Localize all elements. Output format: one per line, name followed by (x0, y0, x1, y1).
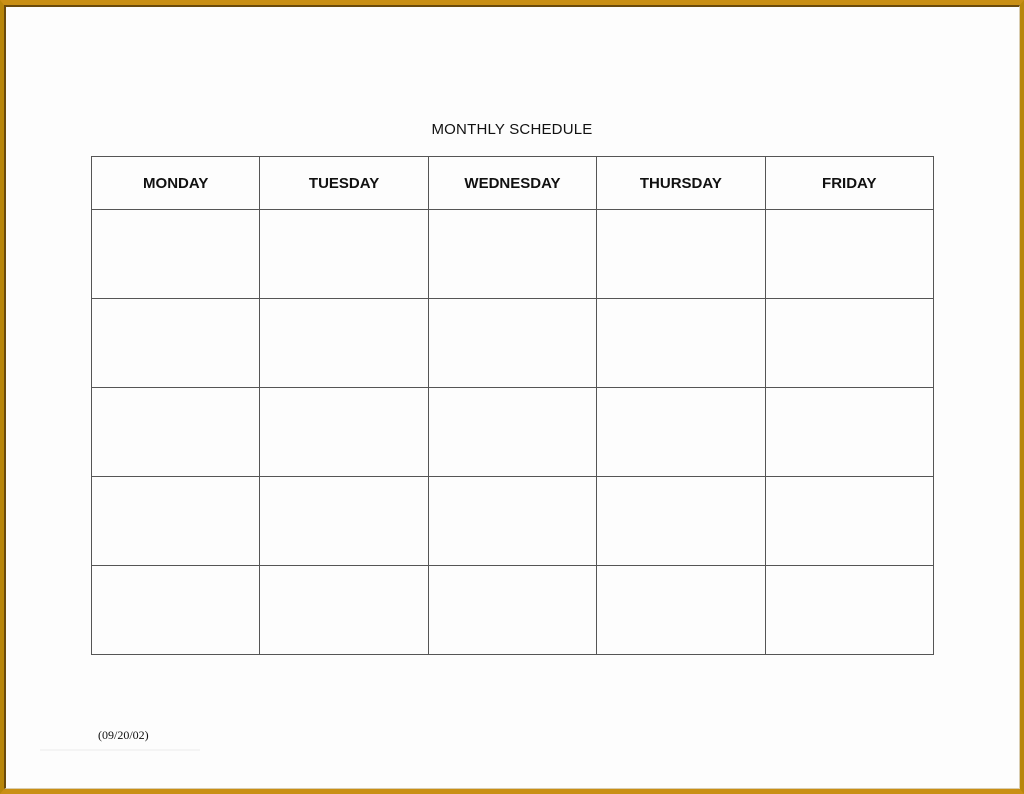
column-header-wednesday: WEDNESDAY (428, 157, 596, 210)
schedule-cell[interactable] (765, 299, 933, 388)
page-title: MONTHLY SCHEDULE (431, 121, 593, 138)
schedule-cell[interactable] (92, 388, 260, 477)
schedule-cell[interactable] (260, 477, 428, 566)
schedule-cell[interactable] (92, 566, 260, 655)
column-header-monday: MONDAY (92, 157, 260, 210)
schedule-cell[interactable] (765, 477, 933, 566)
schedule-cell[interactable] (260, 388, 428, 477)
schedule-cell[interactable] (765, 210, 933, 299)
revision-date: (09/20/02) (98, 728, 149, 742)
watermark (40, 744, 200, 756)
schedule-cell[interactable] (428, 210, 596, 299)
column-header-friday: FRIDAY (765, 157, 933, 210)
schedule-cell[interactable] (597, 477, 765, 566)
schedule-cell[interactable] (428, 299, 596, 388)
week-row-3 (92, 388, 934, 477)
schedule-cell[interactable] (765, 566, 933, 655)
schedule-cell[interactable] (597, 299, 765, 388)
schedule-cell[interactable] (428, 566, 596, 655)
schedule-cell[interactable] (428, 477, 596, 566)
schedule-table (91, 156, 934, 655)
schedule-cell[interactable] (92, 477, 260, 566)
week-row-4 (92, 477, 934, 566)
schedule-cell[interactable] (92, 299, 260, 388)
schedule-cell[interactable] (260, 299, 428, 388)
week-row-5 (92, 566, 934, 655)
column-header-thursday: THURSDAY (597, 157, 765, 210)
header-row (92, 157, 934, 210)
schedule-cell[interactable] (765, 388, 933, 477)
column-header-tuesday: TUESDAY (260, 157, 428, 210)
schedule-cell[interactable] (92, 210, 260, 299)
schedule-cell[interactable] (597, 566, 765, 655)
schedule-cell[interactable] (597, 388, 765, 477)
schedule-cell[interactable] (597, 210, 765, 299)
schedule-cell[interactable] (428, 388, 596, 477)
week-row-1 (92, 210, 934, 299)
schedule-cell[interactable] (260, 210, 428, 299)
schedule-cell[interactable] (260, 566, 428, 655)
week-row-2 (92, 299, 934, 388)
